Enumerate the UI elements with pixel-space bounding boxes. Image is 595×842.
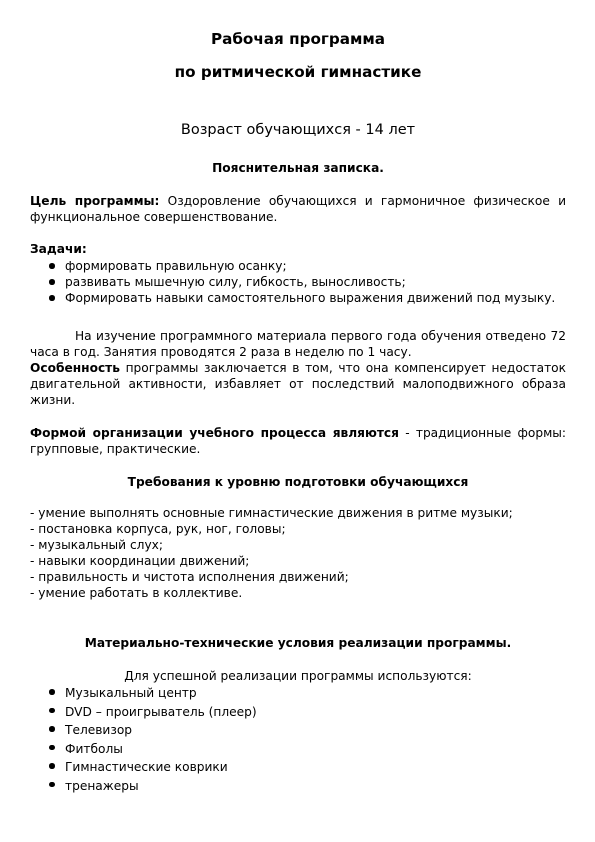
list-item: развивать мышечную силу, гибкость, выносливость; — [30, 274, 566, 290]
requirements-list — [30, 505, 566, 601]
materials-heading: Материально-технические условия реализации программы. — [84, 636, 512, 650]
list-item: тренажеры — [30, 777, 566, 796]
list-item: Телевизор — [30, 721, 566, 740]
list-item: Гимнастические коврики — [30, 758, 566, 777]
list-item: Формировать навыки самостоятельного выражения движений под музыку. — [30, 290, 566, 306]
goal-label: Цель программы: — [30, 194, 160, 208]
hours-paragraph: На изучение программного материала первого года обучения отведено 72 часа в год. Занятия проводятся 2 раза в неделю по 1 часу. — [30, 329, 566, 359]
materials-list — [30, 684, 566, 795]
requirements-heading: Требования к уровню подготовки обучающихся — [127, 475, 469, 489]
list-item: формировать правильную осанку; — [30, 258, 566, 274]
feature-paragraph — [30, 360, 566, 408]
forms-paragraph — [30, 425, 566, 457]
feature-label: Особенность — [30, 361, 120, 375]
goal-paragraph — [30, 193, 566, 225]
list-item: - музыкальный слух; — [30, 538, 163, 552]
list-item: - умение выполнять основные гимнастические движения в ритме музыки; — [30, 506, 513, 520]
age-line: Возраст обучающихся - 14 лет — [180, 122, 416, 138]
list-item: - навыки координации движений; — [30, 554, 250, 568]
tasks-label: Задачи: — [30, 242, 87, 256]
forms-label: Формой организации учебного процесса являются — [30, 426, 399, 440]
list-item: Фитболы — [30, 740, 566, 759]
document-title-line-1: Рабочая программа — [210, 30, 386, 48]
explanatory-note-heading: Пояснительная записка. — [212, 161, 384, 175]
list-item: - умение работать в коллективе. — [30, 586, 243, 600]
goal-text: Оздоровление обучающихся и гармоничное физическое и функциональное совершенствование. — [30, 194, 566, 224]
list-item: DVD – проигрыватель (плеер) — [30, 703, 566, 722]
forms-text: - традиционные формы: групповые, практические. — [30, 426, 567, 456]
materials-intro: Для успешной реализации программы используются: — [124, 669, 472, 683]
tasks-list — [30, 258, 566, 306]
list-item: - постановка корпуса, рук, ног, головы; — [30, 522, 286, 536]
document-title-line-2: по ритмической гимнастике — [174, 63, 422, 81]
list-item: Музыкальный центр — [30, 684, 566, 703]
feature-text: программы заключается в том, что она компенсирует недостаток двигательной активности, избавляет от последствий малоподвижного образа жизни. — [30, 361, 566, 407]
list-item: - правильность и чистота исполнения движений; — [30, 570, 349, 584]
